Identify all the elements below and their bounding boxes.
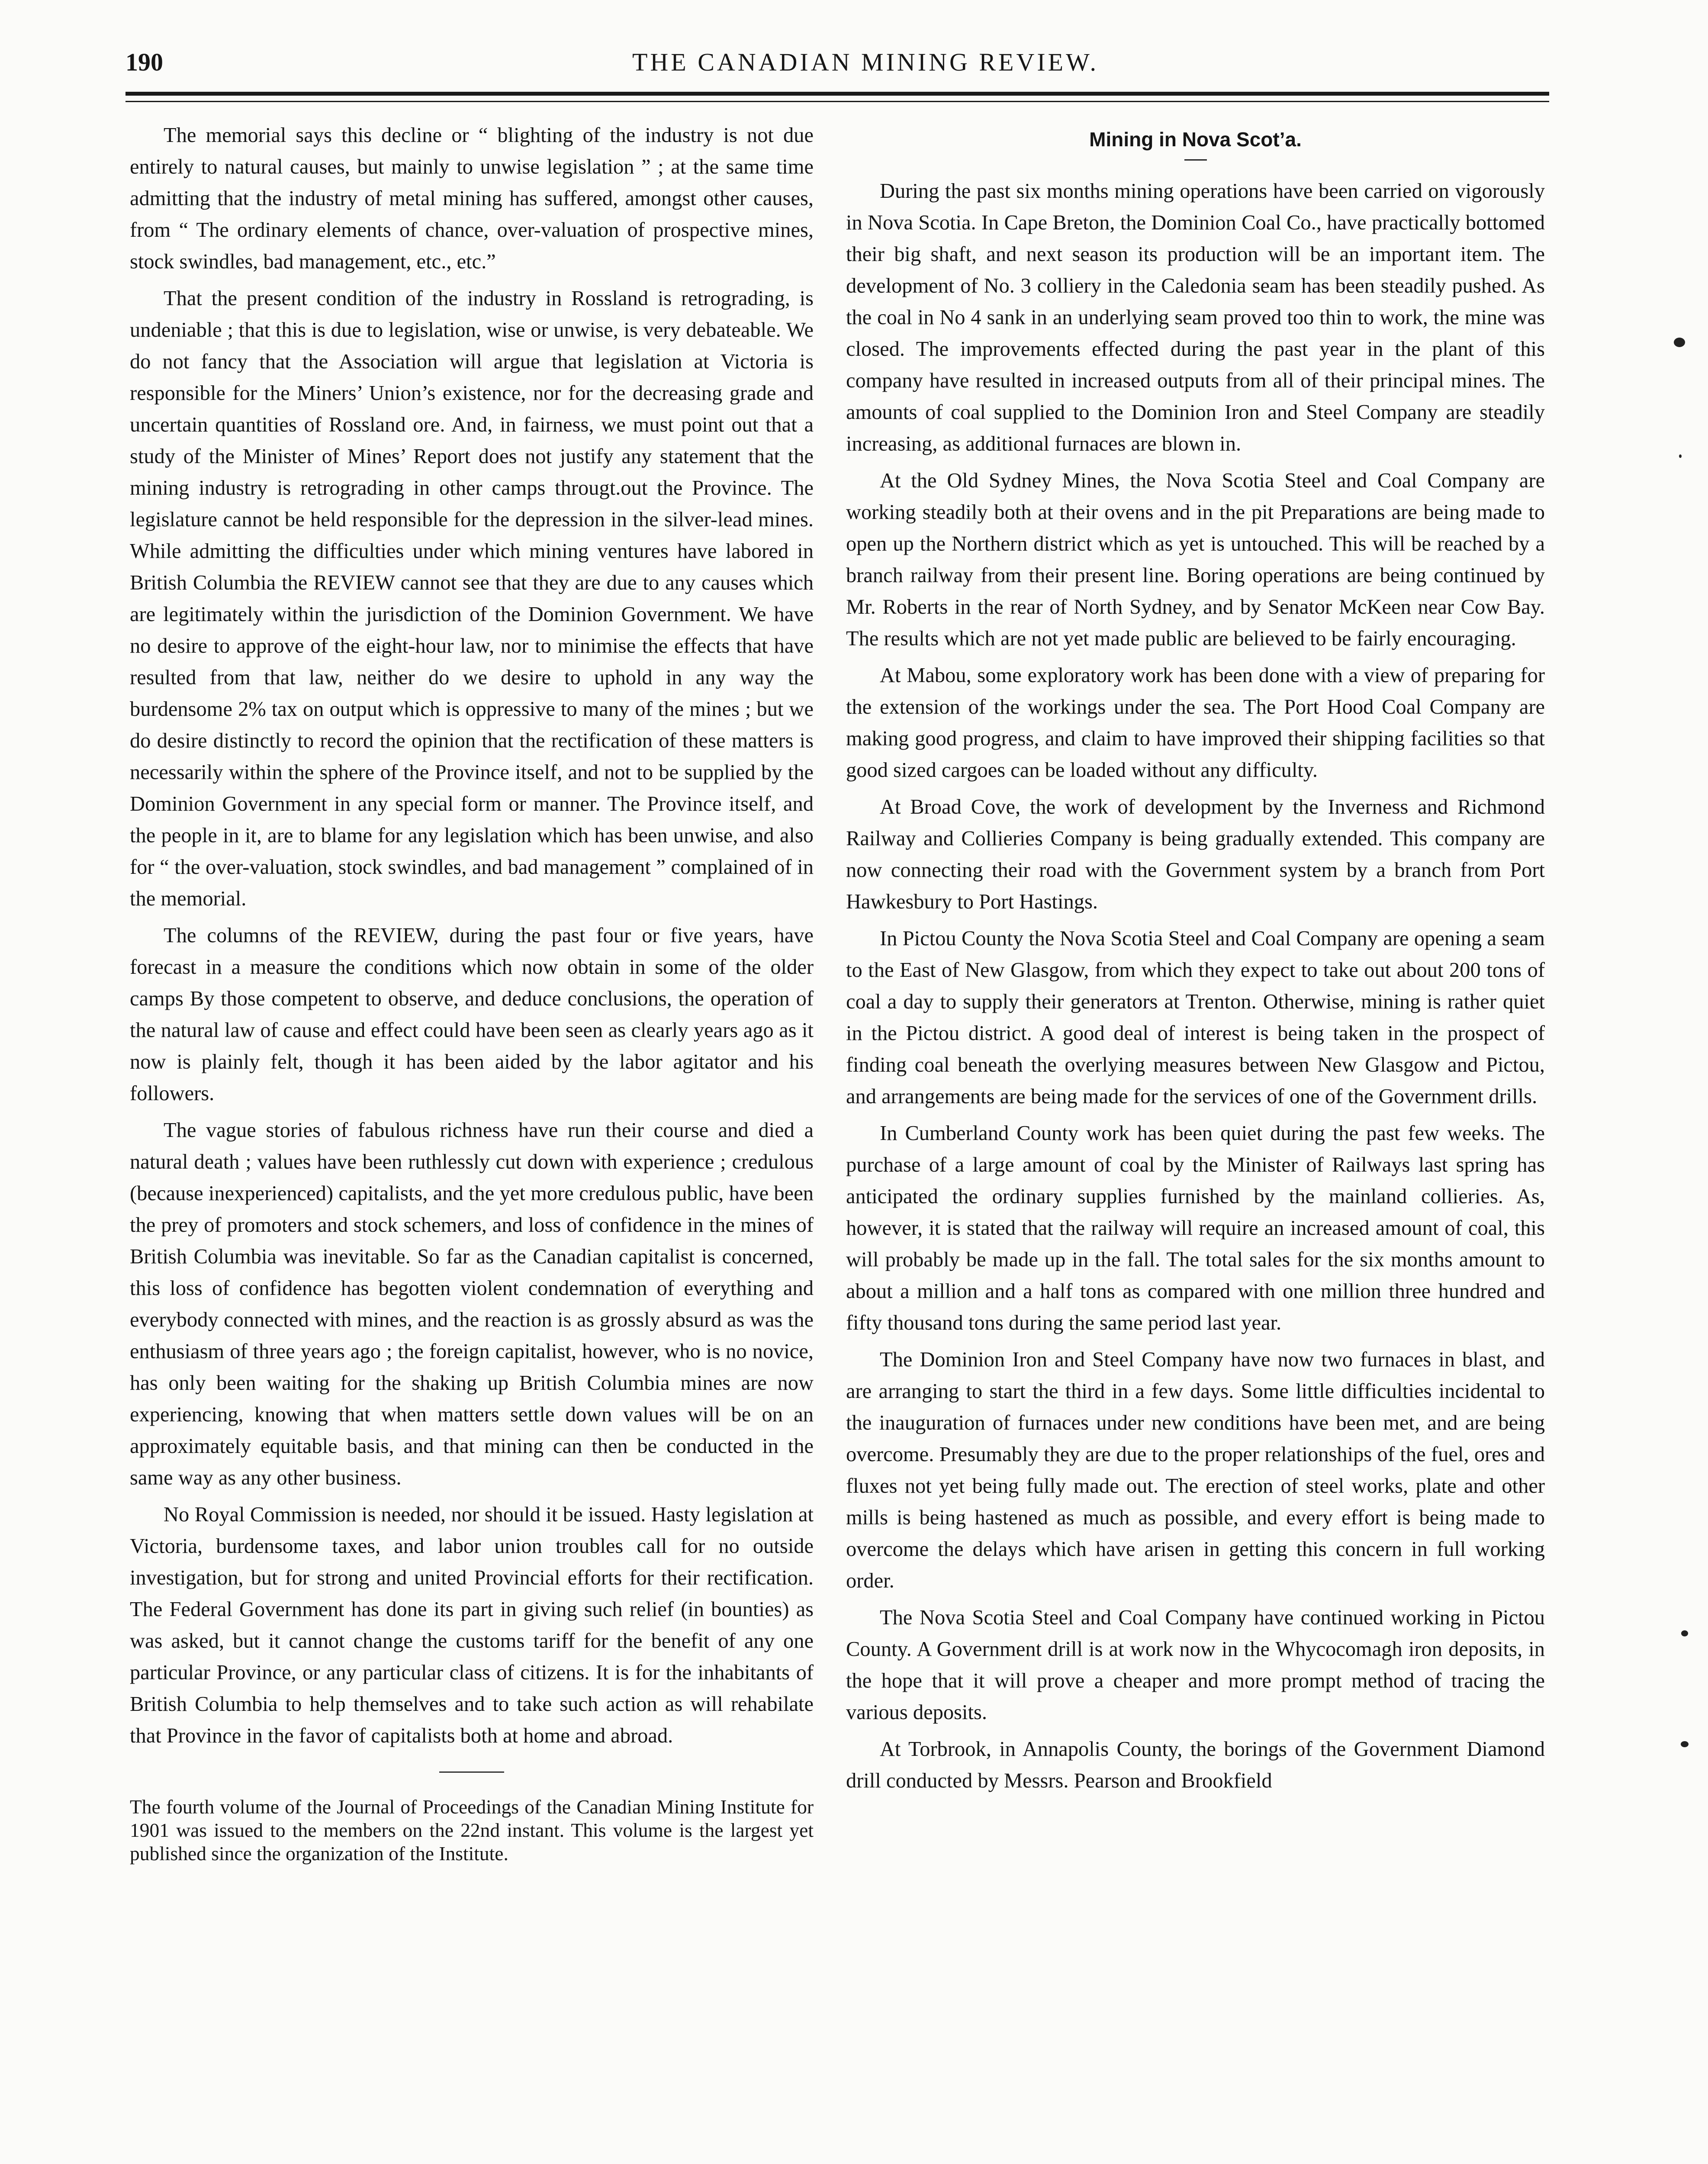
body-paragraph: The Dominion Iron and Steel Company have now two furnaces in blast, and are arranging to start the third in a few days. Some little difficulties incidental to the inauguration of furnaces under new conditions have been met, and are being overcome. Presumably they are due to the proper relationships of the fuel, ores and fluxes not yet being fully made out. The erection of steel works, plate and other mills is being hastened as much as possible, and every effort is being made to overcome the delays which have arisen in getting this concern in full working order.	[846, 1348, 1545, 1592]
right-column	[846, 126, 1545, 1802]
body-paragraph: At Mabou, some exploratory work has been done with a view of preparing for the extension of the workings under the sea. The Port Hood Coal Company are making good progress, and claim to have improved their shipping facilities so that good sized cargoes can be loaded without any difficulty.	[846, 664, 1545, 782]
institute-note: The fourth volume of the Journal of Proceedings of the Canadian Mining Institute for 1901 was issued to the members on the 22nd instant. This volume is the largest yet published since the organization of the Institute.	[130, 1796, 814, 1865]
body-paragraph: At Broad Cove, the work of development by the Inverness and Richmond Railway and Collieries Company is being gradually extended. This company are now connecting their road with the Government system by a branch from Port Hawkesbury to Port Hastings.	[846, 795, 1545, 913]
body-paragraph: In Cumberland County work has been quiet during the past few weeks. The purchase of a large amount of coal by the Minister of Railways last spring has anticipated the ordinary supplies furnished by the mainland collieries. As, however, it is stated that the railway will require an increased amount of coal, this will probably be made up in the fall. The total sales for the six months amount to about a million and a half tons as compared with one million three hundred and fifty thousand tons during the same period last year.	[846, 1122, 1545, 1334]
body-paragraph: That the present condition of the industry in Rossland is retrograding, is undeniable ; that this is due to legislation, wise or unwise, is very debateable. We do not fancy that the Association will argue that legislation at Victoria is responsible for the Miners’ Union’s existence, nor for the decreasing grade and uncertain quantities of Rossland ore. And, in fairness, we must point out that a study of the Minister of Mines’ Report does not justify any statement that the mining industry is retrograding in other camps througt.out the Province. The legislature cannot be held responsible for the depression in the silver-lead mines. While admitting the difficulties under which mining ventures have labored in British Columbia the REVIEW cannot see that they are due to any causes which are legitimately within the jurisdiction of the Dominion Government. We have no desire to approve of the eight-hour law, nor to minimise the effects that have resulted from that law, neither do we desire to uphold in any way the burdensome 2% tax on output which is oppressive to many of the mines ; but we do desire distinctly to record the opinion that the rectification of these matters is necessarily within the sphere of the Province itself, and not to be supplied by the Dominion Government in any special form or manner. The Province itself, and the people in it, are to blame for any legislation which has been unwise, and also for “ the over-valuation, stock swindles, and bad management ” complained of in the memorial.	[130, 287, 814, 910]
body-paragraph: The columns of the REVIEW, during the past four or five years, have forecast in a measure the conditions which now obtain in some of the older camps By those competent to observe, and deduce conclusions, the operation of the natural law of cause and effect could have been seen as clearly years ago as it now is plainly felt, though it has been aided by the labor agitator and his followers.	[130, 924, 814, 1105]
header-rule-thin	[125, 101, 1549, 102]
scan-mark	[1681, 1741, 1689, 1747]
article-title: Mining in Nova Scot’a.	[1089, 128, 1302, 151]
body-paragraph: At Torbrook, in Annapolis County, the borings of the Government Diamond drill conducted by Messrs. Pearson and Brookfield	[846, 1738, 1545, 1792]
body-paragraph: The vague stories of fabulous richness have run their course and died a natural death ; values have been ruthlessly cut down with experience ; credulous (because inexperienced) capitalists, and the yet more credulous public, have been the prey of promoters and stock schemers, and loss of confidence in the mines of British Columbia was inevitable. So far as the Canadian capitalist is concerned, this loss of confidence has begotten violent condemnation of everything and everybody connected with mines, and the reaction is as grossly absurd as was the enthusiasm of three years ago ; the foreign capitalist, however, who is no novice, has only been waiting for the shaking up British Columbia mines are now experiencing, knowing that when matters settle down values will be on an approximately equitable basis, and that mining can then be conducted in the same way as any other business.	[130, 1119, 814, 1489]
page-header	[125, 48, 1549, 82]
scan-mark	[1679, 454, 1682, 458]
body-paragraph: The Nova Scotia Steel and Coal Company have continued working in Pictou County. A Government drill is at work now in the Whycocomagh iron deposits, in the hope that it will prove a cheaper and more prompt method of tracing the various deposits.	[846, 1606, 1545, 1724]
header-rule-thick	[125, 92, 1549, 96]
journal-title: THE CANADIAN MINING REVIEW.	[632, 48, 1099, 76]
body-paragraph: In Pictou County the Nova Scotia Steel and Coal Company are opening a seam to the East of New Glasgow, from which they expect to take out about 200 tons of coal a day to supply their generators at Trenton. Otherwise, mining is rather quiet in the Pictou district. A good deal of interest is being taken in the prospect of finding coal beneath the overlying measures between New Glasgow and Pictou, and arrangements are being made for the services of one of the Government drills.	[846, 927, 1545, 1108]
left-column	[130, 119, 814, 1871]
scan-mark	[1674, 338, 1685, 347]
scan-mark	[1681, 1630, 1688, 1636]
section-divider	[439, 1771, 504, 1773]
body-paragraph: At the Old Sydney Mines, the Nova Scotia Steel and Coal Company are working steadily both at their ovens and in the pit Preparations are being made to open up the Northern district which as yet is untouched. This will be reached by a branch railway from their present line. Boring operations are being continued by Mr. Roberts in the rear of North Sydney, and by Senator McKeen near Cow Bay. The results which are not yet made public are believed to be fairly encouraging.	[846, 469, 1545, 650]
body-paragraph: No Royal Commission is needed, nor should it be issued. Hasty legislation at Victoria, burdensome taxes, and labor union troubles call for no outside investigation, but for strong and united Provincial efforts for their rectification. The Federal Government has done its part in giving such relief (in bounties) as was asked, but it cannot change the customs tariff for the benefit of any one particular Province, or any particular class of citizens. It is for the inhabitants of British Columbia to help themselves and to take such action as will rehabilate that Province in the favor of capitalists both at home and abroad.	[130, 1503, 814, 1747]
title-dash	[1184, 159, 1207, 161]
page-number: 190	[125, 48, 163, 76]
body-paragraph: The memorial says this decline or “ blighting of the industry is not due entirely to natural causes, but mainly to unwise legislation ” ; at the same time admitting that the industry of metal mining has suffered, amongst other causes, from “ The ordinary elements of chance, over-valuation of prospective mines, stock swindles, bad management, etc., etc.”	[130, 124, 814, 273]
body-paragraph: During the past six months mining operations have been carried on vigorously in Nova Scotia. In Cape Breton, the Dominion Coal Co., have practically bottomed their big shaft, and next season its production will be an important item. The development of No. 3 colliery in the Caledonia seam has been steadily pushed. As the coal in No 4 sank in an underlying seam proved too thin to work, the mine was closed. The improvements effected during the past year in the plant of this company have resulted in increased outputs from all of their principal mines. The amounts of coal supplied to the Dominion Iron and Steel Company are steadily increasing, as additional furnaces are blown in.	[846, 180, 1545, 455]
